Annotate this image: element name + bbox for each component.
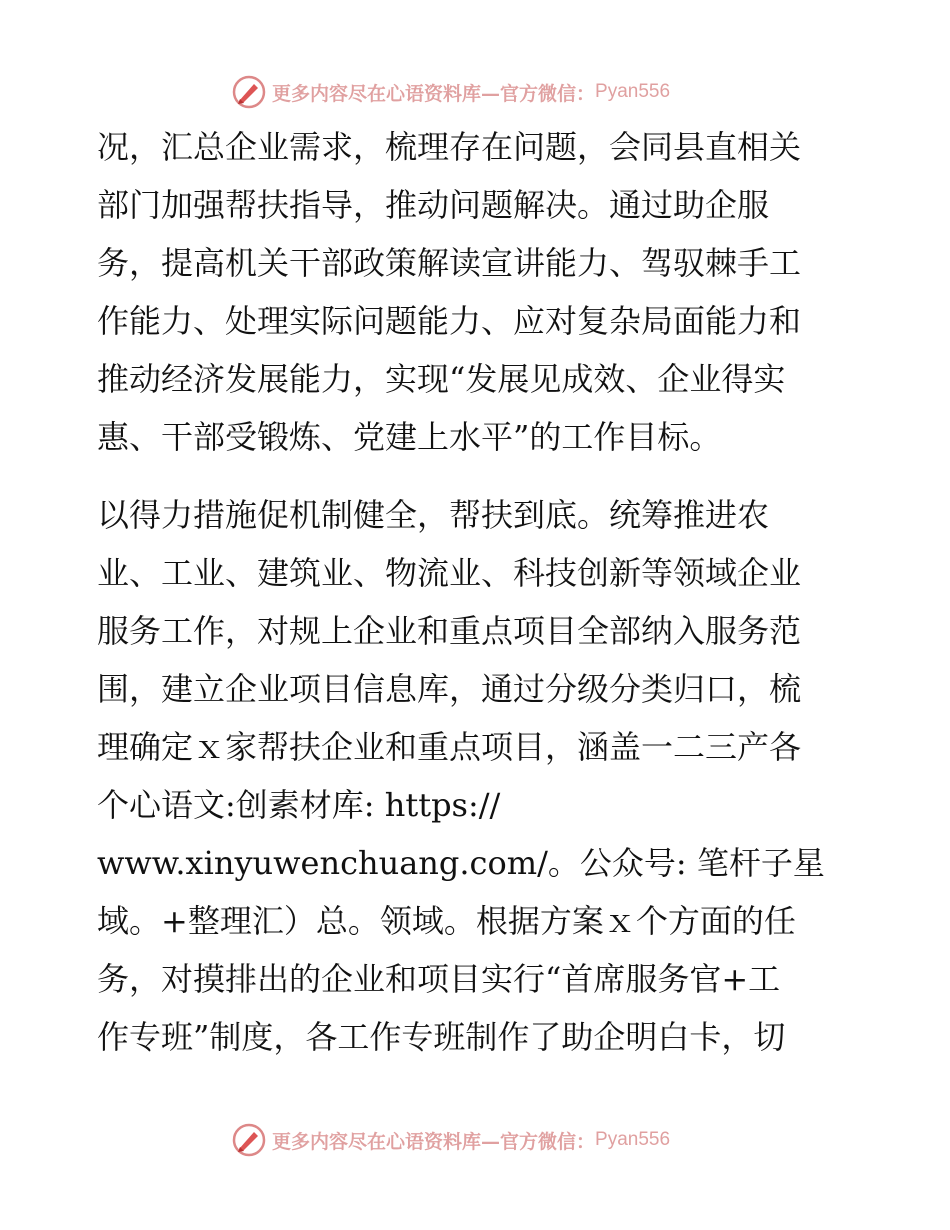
paragraph-1 bbox=[97, 118, 857, 466]
text-line: 业、工业、建筑业、物流业、科技创新等领域企业 bbox=[97, 554, 802, 592]
text-line: 域。+整理汇）总。领域。根据方案ｘ个方面的任 bbox=[97, 902, 796, 940]
text-line: 推动经济发展能力，实现“发展见成效、企业得实 bbox=[97, 360, 786, 398]
text-line: www.xinyuwenchuang.com/。公众号: 笔杆子星 bbox=[97, 844, 825, 882]
watermark-text: 更多内容尽在心语资料库—官方微信： bbox=[272, 1130, 596, 1153]
paragraph-2 bbox=[97, 486, 857, 1066]
text-line: 服务工作，对规上企业和重点项目全部纳入服务范 bbox=[97, 612, 802, 650]
text-line: 个心语文:创素材库: https:// bbox=[97, 786, 501, 824]
text-line: 理确定ｘ家帮扶企业和重点项目，涵盖一二三产各 bbox=[97, 728, 802, 766]
text-line: 作专班”制度，各工作专班制作了助企明白卡，切 bbox=[97, 1018, 786, 1056]
paragraph-gap bbox=[97, 466, 857, 486]
text-line: 作能力、处理实际问题能力、应对复杂局面能力和 bbox=[97, 302, 802, 340]
text-line: 务，提高机关干部政策解读宣讲能力、驾驭棘手工 bbox=[97, 244, 802, 282]
watermark-id: Pyan556 bbox=[595, 81, 671, 102]
watermark-footer bbox=[232, 1120, 752, 1160]
pen-logo-icon bbox=[232, 1123, 266, 1157]
watermark-text: 更多内容尽在心语资料库—官方微信： bbox=[272, 82, 596, 105]
text-line: 况，汇总企业需求，梳理存在问题，会同县直相关 bbox=[97, 128, 802, 166]
text-line: 围，建立企业项目信息库，通过分级分类归口，梳 bbox=[97, 670, 802, 708]
text-line: 以得力措施促机制健全，帮扶到底。统筹推进农 bbox=[97, 496, 770, 534]
text-line: 惠、干部受锻炼、党建上水平”的工作目标。 bbox=[97, 418, 722, 456]
watermark-id: Pyan556 bbox=[595, 1129, 671, 1150]
text-line: 务，对摸排出的企业和项目实行“首席服务官+工 bbox=[97, 960, 781, 998]
document-body bbox=[97, 118, 857, 1066]
text-line: 部门加强帮扶指导，推动问题解决。通过助企服 bbox=[97, 186, 770, 224]
watermark-header bbox=[232, 72, 752, 112]
pen-logo-icon bbox=[232, 75, 266, 109]
